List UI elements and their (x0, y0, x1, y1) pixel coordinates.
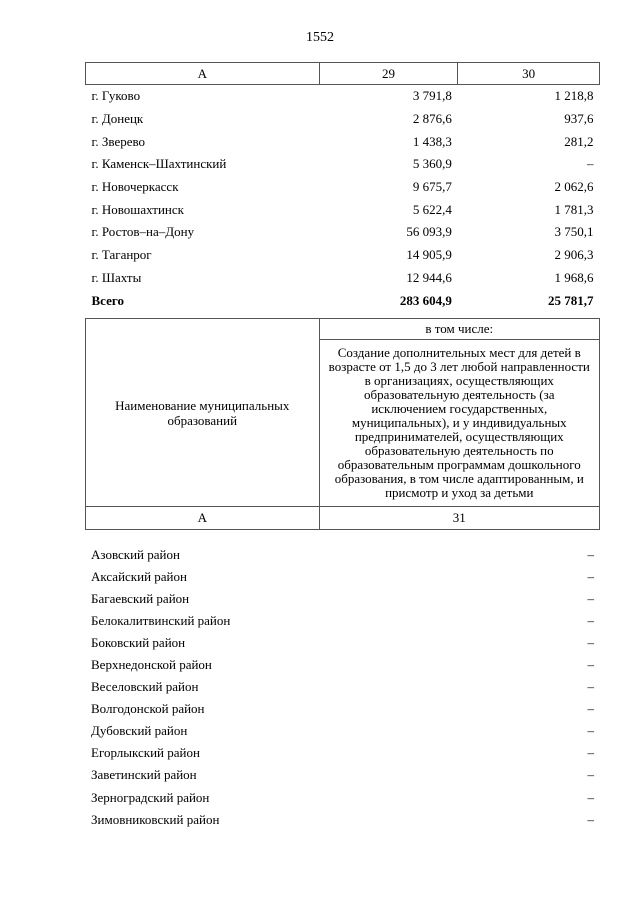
district-name: Боковский район (91, 634, 186, 650)
table-row (85, 587, 600, 609)
value-29: 12 944,6 (406, 269, 452, 285)
district-name: Дубовский район (91, 723, 188, 739)
table-row (85, 698, 600, 720)
value-29: 1 438,3 (412, 133, 452, 149)
district-name: Белокалитвинский район (91, 612, 231, 628)
column-letter-row (86, 507, 600, 530)
municipality-name: г. Новочеркасск (91, 179, 179, 195)
municipality-name-header: Наименование муниципальных образований (86, 319, 320, 507)
table-row (85, 543, 600, 565)
budget-table-columns-29-30 (85, 62, 600, 312)
table-row (85, 764, 600, 786)
value-30: 1 218,8 (554, 88, 594, 104)
column-letter-31: 31 (319, 507, 599, 530)
value-31: – (587, 811, 594, 827)
total-label: Всего (91, 292, 124, 308)
table-row (85, 609, 600, 631)
value-30: 281,2 (564, 133, 594, 149)
municipality-name: г. Новошахтинск (91, 201, 184, 217)
district-name: Егорлыкский район (91, 745, 200, 761)
table-row (86, 85, 600, 108)
value-29: 2 876,6 (412, 111, 452, 127)
table-header-row (86, 63, 600, 85)
value-31: – (587, 546, 594, 562)
value-31: – (587, 789, 594, 805)
table-row (86, 108, 600, 131)
municipality-name: г. Донецк (91, 111, 144, 127)
table-row (86, 153, 600, 176)
value-31: – (587, 745, 594, 761)
value-31: – (587, 767, 594, 783)
district-name: Зимовниковский район (91, 811, 220, 827)
table-row (85, 653, 600, 675)
municipality-name: г. Таганрог (91, 247, 152, 263)
value-29: 3 791,8 (412, 88, 452, 104)
table-row (86, 176, 600, 199)
value-31: – (587, 701, 594, 717)
table-row (85, 742, 600, 764)
value-30: 937,6 (564, 111, 594, 127)
municipality-name: г. Каменск–Шахтинский (91, 156, 227, 172)
district-name: Азовский район (91, 546, 180, 562)
total-value-30: 25 781,7 (548, 292, 594, 308)
municipality-name: г. Зверево (91, 133, 146, 149)
value-31: – (587, 723, 594, 739)
table-row (85, 676, 600, 698)
column-header-29: 29 (319, 63, 458, 85)
municipality-name: г. Ростов–на–Дону (91, 224, 195, 240)
value-29: 9 675,7 (412, 179, 452, 195)
including-subheader: в том числе: (319, 319, 599, 340)
value-31: – (587, 679, 594, 695)
district-name: Верхнедонской район (91, 657, 212, 673)
value-29: 56 093,9 (406, 224, 452, 240)
municipality-name: г. Гуково (91, 88, 141, 104)
district-name: Зерноградский район (91, 789, 210, 805)
value-31: – (587, 612, 594, 628)
total-row (86, 289, 600, 312)
total-value-29: 283 604,9 (399, 292, 452, 308)
table-row (85, 720, 600, 742)
district-values-table (85, 543, 600, 830)
table-row (85, 786, 600, 808)
value-30: 2 062,6 (554, 179, 594, 195)
value-29: 5 622,4 (412, 201, 452, 217)
district-name: Багаевский район (91, 590, 190, 606)
table-row (85, 808, 600, 830)
district-name: Веселовский район (91, 679, 199, 695)
table-row (86, 130, 600, 153)
value-30: 1 781,3 (554, 201, 594, 217)
table-row (85, 565, 600, 587)
value-29: 5 360,9 (412, 156, 452, 172)
table-row (85, 631, 600, 653)
district-name: Заветинский район (91, 767, 197, 783)
value-30: 1 968,6 (554, 269, 594, 285)
value-31: – (587, 634, 594, 650)
value-31: – (587, 568, 594, 584)
value-31: – (587, 590, 594, 606)
table-row (86, 221, 600, 244)
district-name: Аксайский район (91, 568, 187, 584)
value-30: 2 906,3 (554, 247, 594, 263)
column-letter-a: А (86, 507, 320, 530)
value-30: – (587, 156, 594, 172)
column-31-description: Создание дополнительных мест для детей в возрасте от 1,5 до 3 лет любой направленности в организациях, осуществляющих образовательную деятельность (за исключением государственных, муниципальных), и у индивидуальных предпринимателей, осуществляющих образовательную деятельность по образовательным программам дошкольного образования, в том числе адаптированным, и присмотр и уход за детьми (319, 340, 599, 507)
column-31-header-table (85, 318, 600, 530)
column-header-a: А (86, 63, 320, 85)
table-row (86, 267, 600, 290)
municipality-name: г. Шахты (91, 269, 142, 285)
value-29: 14 905,9 (406, 247, 452, 263)
value-30: 3 750,1 (554, 224, 594, 240)
district-name: Волгодонской район (91, 701, 205, 717)
column-header-30: 30 (458, 63, 600, 85)
table-row (86, 244, 600, 267)
page-number: 1552 (306, 30, 334, 45)
value-31: – (587, 657, 594, 673)
table-row (86, 198, 600, 221)
